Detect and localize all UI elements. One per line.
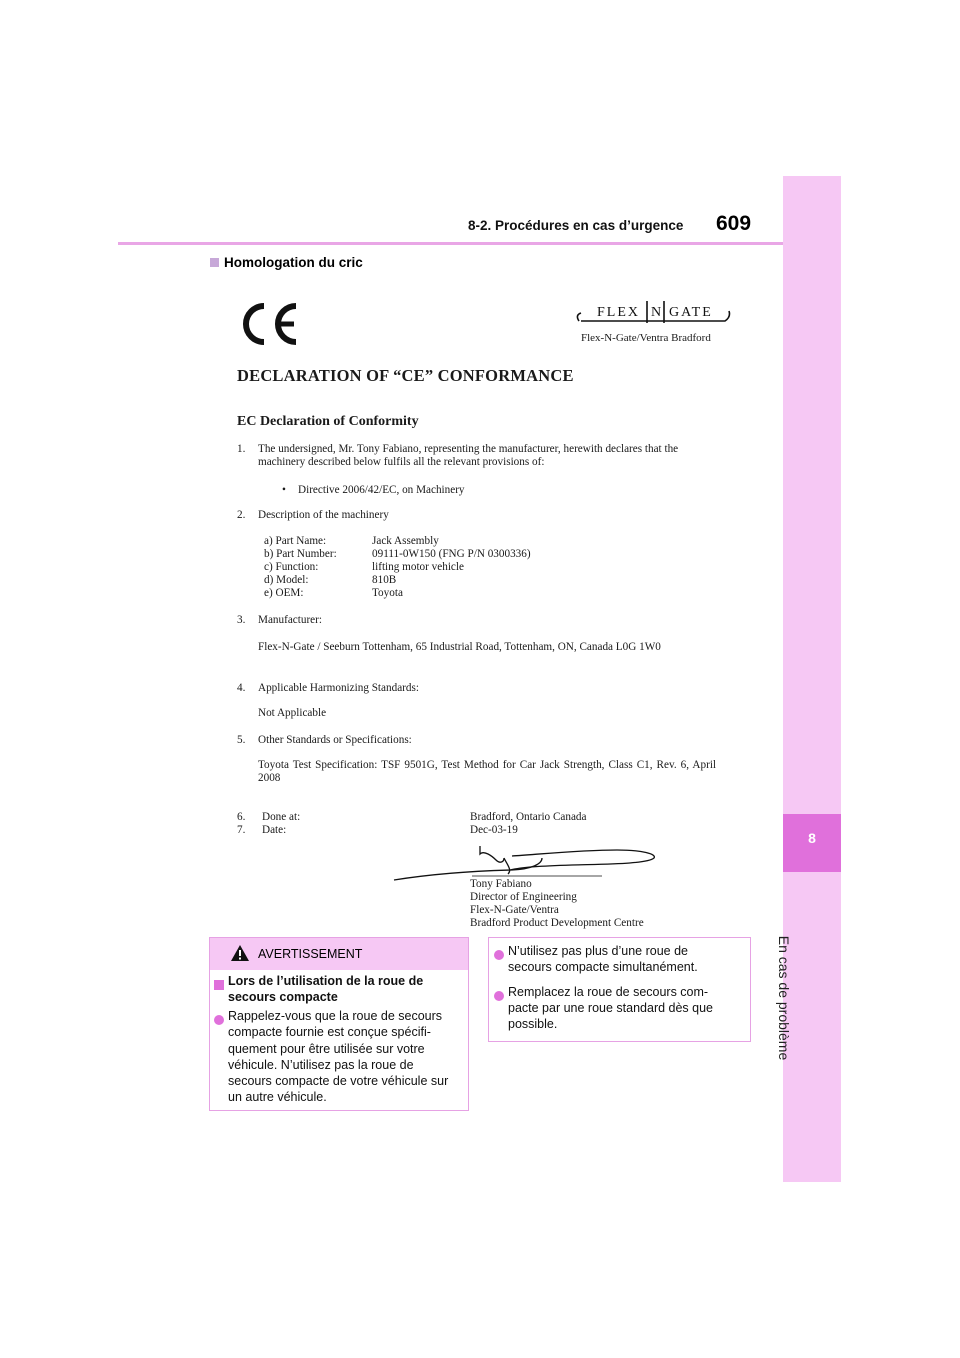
item-number: 5. — [237, 734, 246, 746]
machinery-label: a) Part Name: — [264, 535, 327, 547]
declaration-subtitle: EC Declaration of Conformity — [237, 414, 419, 429]
machinery-value: lifting motor vehicle — [372, 561, 464, 573]
text-line: possible. — [508, 1017, 558, 1031]
item4-text: Applicable Harmonizing Standards: — [258, 682, 419, 694]
item4-value: Not Applicable — [258, 707, 327, 719]
flex-n-gate-logo — [575, 297, 735, 327]
chapter-number: 8 — [808, 830, 816, 846]
chapter-label: En cas de problème — [776, 935, 792, 1061]
ce-mark-icon — [236, 300, 300, 348]
directive-text: Directive 2006/42/EC, on Machinery — [298, 484, 465, 496]
item-number: 4. — [237, 682, 246, 694]
item-number: 1. — [237, 443, 246, 455]
warning-title: AVERTISSEMENT — [258, 947, 363, 961]
machinery-label: d) Model: — [264, 574, 309, 586]
item2-text: Description of the machinery — [258, 509, 389, 521]
text-line: compacte fournie est conçue spécifi- — [228, 1025, 431, 1040]
warning-subheading-line: secours compacte — [228, 990, 338, 1004]
item1-line2: machinery described below fulfils all the relevant provisions of: — [258, 456, 545, 468]
warning-subheading — [228, 973, 423, 1005]
text-line: N’utilisez pas plus d’une roue de — [508, 944, 688, 958]
section-title: 8-2. Procédures en cas d’urgence — [468, 218, 684, 233]
manufacturer-address: Flex-N-Gate / Seeburn Tottenham, 65 Industrial Road, Tottenham, ON, Canada L0G 1W0 — [258, 641, 661, 653]
item6-text: Done at: — [262, 811, 301, 823]
item5-line1: Toyota Test Specification: TSF 9501G, Test Method for Car Jack Strength, Class C1, Rev. 6, April — [258, 759, 717, 771]
section-heading-text: Homologation du cric — [224, 255, 363, 270]
warning-subheading-square-icon — [214, 977, 224, 995]
machinery-value: 09111-0W150 (FNG P/N 0300336) — [372, 548, 531, 560]
item3-text: Manufacturer: — [258, 614, 322, 626]
signer-company: Flex-N-Gate/Ventra — [470, 904, 559, 916]
section-heading — [210, 255, 363, 270]
item6-value: Bradford, Ontario Canada — [470, 811, 587, 823]
machinery-label: b) Part Number: — [264, 548, 337, 560]
svg-text:N: N — [651, 305, 662, 320]
box2-bullet1-text — [508, 943, 698, 975]
bullet-icon — [494, 988, 504, 1006]
box2-bullet2-text — [508, 984, 713, 1032]
directive-bullet-icon: • — [282, 484, 286, 496]
signer-name: Tony Fabiano — [470, 878, 532, 890]
machinery-label: c) Function: — [264, 561, 319, 573]
item5-line2: 2008 — [258, 772, 281, 784]
text-line: secours compacte de votre véhicule sur — [228, 1074, 449, 1089]
item5-text: Other Standards or Specifications: — [258, 734, 412, 746]
item-number: 3. — [237, 614, 246, 626]
item7-value: Dec-03-19 — [470, 824, 518, 836]
item7-text: Date: — [262, 824, 287, 836]
svg-text:FLEX: FLEX — [597, 305, 640, 320]
company-subtitle: Flex-N-Gate/Ventra Bradford — [581, 332, 711, 344]
machinery-label: e) OEM: — [264, 587, 304, 599]
warning-triangle-icon — [230, 944, 250, 962]
signer-location: Bradford Product Development Centre — [470, 917, 644, 929]
svg-text:GATE: GATE — [669, 305, 713, 320]
text-line: véhicule. N’utilisez pas la roue de — [228, 1057, 414, 1072]
text-line: Remplacez la roue de secours com- — [508, 985, 709, 999]
page-number: 609 — [716, 212, 752, 235]
signer-title: Director of Engineering — [470, 891, 577, 903]
heading-square-icon — [210, 258, 219, 267]
item-number: 2. — [237, 509, 246, 521]
signature-icon — [392, 840, 662, 882]
machinery-value: 810B — [372, 574, 397, 586]
text-line: pacte par une roue standard dès que — [508, 1001, 714, 1015]
warning-subheading-line: Lors de l’utilisation de la roue de — [228, 974, 424, 988]
machinery-value: Jack Assembly — [372, 535, 439, 547]
header-rule — [118, 242, 783, 245]
text-line: Rappelez-vous que la roue de secours — [228, 1009, 443, 1023]
bullet-icon — [214, 1012, 224, 1030]
text-line: un autre véhicule. — [228, 1090, 327, 1105]
item-number: 6. — [237, 811, 246, 823]
item1-line1: The undersigned, Mr. Tony Fabiano, representing the manufacturer, herewith declares that the — [258, 443, 679, 455]
bullet-icon — [494, 947, 504, 965]
text-line: quement pour être utilisée sur votre — [228, 1041, 425, 1056]
machinery-value: Toyota — [372, 587, 403, 599]
warning-bullet-text — [228, 1008, 448, 1106]
item-number: 7. — [237, 824, 246, 836]
declaration-title: DECLARATION OF “CE” CONFORMANCE — [237, 366, 574, 385]
text-line: secours compacte simultanément. — [508, 960, 698, 974]
